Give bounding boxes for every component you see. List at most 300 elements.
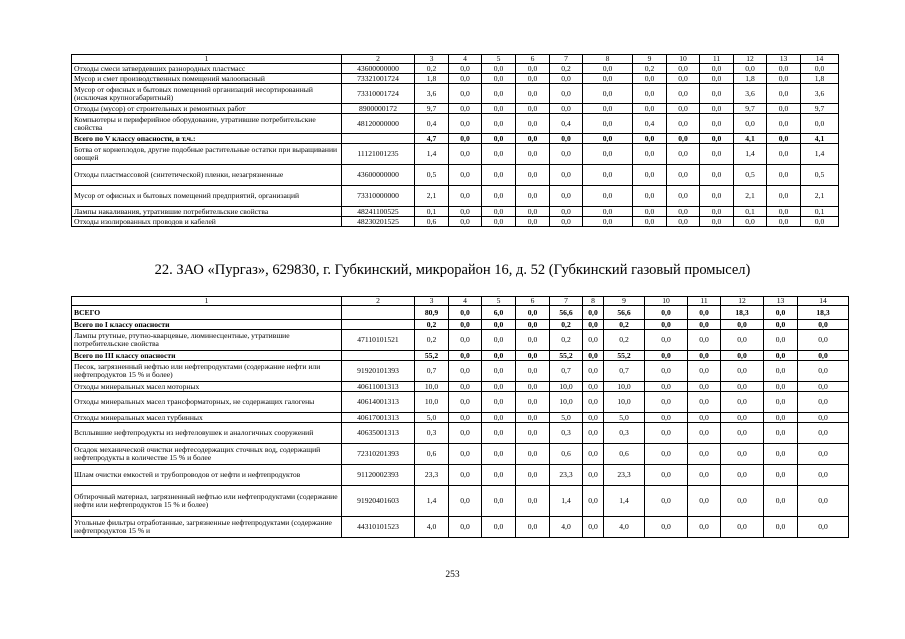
- value-cell: 0,0: [798, 361, 849, 382]
- waste-name-cell: Лампы накаливания, утратившие потребительские свойства: [72, 207, 342, 217]
- waste-code-cell: 48120000000: [342, 114, 415, 134]
- value-cell: 0,0: [583, 84, 633, 104]
- value-cell: 18,3: [721, 306, 764, 320]
- value-cell: 0,5: [801, 165, 839, 186]
- value-cell: 0,2: [415, 64, 449, 74]
- value-cell: 0,0: [667, 165, 700, 186]
- value-cell: 0,0: [550, 84, 583, 104]
- table-row: [72, 306, 849, 320]
- value-cell: 23,3: [604, 465, 645, 486]
- value-cell: 56,6: [604, 306, 645, 320]
- value-cell: 0,0: [449, 144, 482, 165]
- column-number: 10: [645, 297, 688, 306]
- column-number: 13: [767, 55, 801, 64]
- value-cell: 0,6: [415, 444, 449, 465]
- value-cell: 0,0: [764, 392, 798, 413]
- value-cell: 1,4: [415, 144, 449, 165]
- value-cell: 0,0: [449, 320, 482, 330]
- waste-name-cell: Шлам очистки емкостей и трубопроводов от нефти и нефтепродуктов: [72, 465, 342, 486]
- value-cell: 0,0: [516, 465, 550, 486]
- waste-name-cell: Лампы ртутные, ртутно-кварцевые, люминесцентные, утратившие потребительские свойства: [72, 330, 342, 351]
- value-cell: 0,0: [516, 361, 550, 382]
- column-number: 12: [721, 297, 764, 306]
- value-cell: 0,0: [482, 465, 516, 486]
- value-cell: 0,0: [798, 382, 849, 392]
- column-number: 5: [482, 297, 516, 306]
- value-cell: 0,0: [721, 486, 764, 517]
- value-cell: 0,0: [482, 104, 516, 114]
- value-cell: 0,0: [550, 74, 583, 84]
- table-row: [72, 423, 849, 444]
- table-row: [72, 330, 849, 351]
- value-cell: 0,0: [449, 392, 482, 413]
- table-row: [72, 444, 849, 465]
- waste-name-cell: Осадок механической очистки нефтесодержащих сточных вод, содержащий нефтепродукты в количестве 15 % и более: [72, 444, 342, 465]
- waste-code-cell: [342, 320, 415, 330]
- value-cell: 0,0: [767, 104, 801, 114]
- value-cell: 0,0: [798, 423, 849, 444]
- value-cell: 0,0: [516, 330, 550, 351]
- value-cell: 0,0: [721, 330, 764, 351]
- value-cell: 0,0: [633, 134, 667, 144]
- waste-name-cell: Всего по V классу опасности, в т.ч.:: [72, 134, 342, 144]
- value-cell: 0,0: [482, 186, 516, 207]
- value-cell: 56,6: [550, 306, 583, 320]
- waste-table-top: [71, 54, 839, 227]
- column-number: 4: [449, 297, 482, 306]
- waste-name-cell: ВСЕГО: [72, 306, 342, 320]
- value-cell: 0,0: [449, 306, 482, 320]
- value-cell: 0,0: [645, 392, 688, 413]
- value-cell: 0,0: [583, 217, 633, 227]
- waste-name-cell: Угольные фильтры отработанные, загрязненные нефтепродуктами (содержание нефтепродуктов 15 % и: [72, 517, 342, 538]
- value-cell: 0,0: [767, 217, 801, 227]
- value-cell: 0,0: [721, 361, 764, 382]
- value-cell: 0,0: [667, 134, 700, 144]
- value-cell: 0,0: [721, 517, 764, 538]
- column-number: 1: [72, 297, 342, 306]
- value-cell: 0,5: [415, 165, 449, 186]
- value-cell: 0,0: [550, 207, 583, 217]
- waste-code-cell: 8900000172: [342, 104, 415, 114]
- value-cell: 0,4: [415, 114, 449, 134]
- value-cell: 0,0: [764, 320, 798, 330]
- value-cell: 0,0: [764, 361, 798, 382]
- table-row: [72, 486, 849, 517]
- column-number: 7: [550, 297, 583, 306]
- value-cell: 2,1: [415, 186, 449, 207]
- value-cell: 0,0: [767, 114, 801, 134]
- column-number: 9: [604, 297, 645, 306]
- value-cell: 0,0: [482, 134, 516, 144]
- value-cell: 0,0: [482, 114, 516, 134]
- waste-name-cell: Компьютеры и периферийное оборудование, утратившие потребительские свойства: [72, 114, 342, 134]
- value-cell: 0,0: [801, 114, 839, 134]
- waste-code-cell: 48241100525: [342, 207, 415, 217]
- value-cell: 0,0: [734, 64, 767, 74]
- value-cell: 4,0: [415, 517, 449, 538]
- value-cell: 3,6: [415, 84, 449, 104]
- column-number: 11: [700, 55, 734, 64]
- waste-name-cell: Отходы минеральных масел трансформаторных, не содержащих галогены: [72, 392, 342, 413]
- value-cell: 0,0: [449, 207, 482, 217]
- waste-code-cell: 73310001724: [342, 84, 415, 104]
- value-cell: 0,0: [700, 217, 734, 227]
- value-cell: 0,0: [667, 186, 700, 207]
- value-cell: 0,0: [700, 144, 734, 165]
- waste-code-cell: 48230201525: [342, 217, 415, 227]
- value-cell: 0,0: [516, 114, 550, 134]
- value-cell: 0,0: [449, 382, 482, 392]
- column-number: 3: [415, 55, 449, 64]
- value-cell: 0,0: [645, 486, 688, 517]
- value-cell: 1,4: [734, 144, 767, 165]
- table-row: [72, 320, 849, 330]
- column-number: 9: [633, 55, 667, 64]
- value-cell: 0,3: [550, 423, 583, 444]
- value-cell: 0,0: [633, 84, 667, 104]
- value-cell: 0,0: [482, 74, 516, 84]
- value-cell: 0,0: [583, 144, 633, 165]
- value-cell: 0,0: [583, 64, 633, 74]
- value-cell: 0,0: [449, 351, 482, 361]
- value-cell: 3,6: [801, 84, 839, 104]
- value-cell: 0,0: [516, 423, 550, 444]
- value-cell: 0,0: [583, 444, 604, 465]
- waste-code-cell: 44310101523: [342, 517, 415, 538]
- value-cell: 10,0: [604, 382, 645, 392]
- table-row: [72, 84, 839, 104]
- value-cell: 0,0: [449, 217, 482, 227]
- value-cell: 2,1: [801, 186, 839, 207]
- value-cell: 0,7: [550, 361, 583, 382]
- value-cell: 0,3: [415, 423, 449, 444]
- value-cell: 0,0: [688, 517, 721, 538]
- value-cell: 0,0: [482, 423, 516, 444]
- waste-code-cell: 73321001724: [342, 74, 415, 84]
- value-cell: 0,0: [516, 320, 550, 330]
- value-cell: 0,0: [583, 104, 633, 114]
- value-cell: 0,0: [688, 330, 721, 351]
- table-row: [72, 186, 839, 207]
- value-cell: 0,3: [604, 423, 645, 444]
- value-cell: 0,0: [449, 134, 482, 144]
- column-number: 2: [342, 55, 415, 64]
- value-cell: 0,0: [645, 330, 688, 351]
- value-cell: 0,0: [482, 330, 516, 351]
- value-cell: 0,0: [482, 517, 516, 538]
- value-cell: 0,0: [516, 217, 550, 227]
- value-cell: 0,0: [633, 104, 667, 114]
- value-cell: 0,0: [667, 84, 700, 104]
- waste-code-cell: [342, 134, 415, 144]
- value-cell: 0,0: [482, 84, 516, 104]
- table-row: [72, 134, 839, 144]
- value-cell: 0,0: [721, 423, 764, 444]
- value-cell: 0,0: [667, 217, 700, 227]
- value-cell: 0,0: [767, 165, 801, 186]
- column-number-row: [72, 297, 849, 306]
- column-number: 10: [667, 55, 700, 64]
- waste-code-cell: 91120002393: [342, 465, 415, 486]
- waste-code-cell: 43600000000: [342, 64, 415, 74]
- value-cell: 1,4: [604, 486, 645, 517]
- value-cell: 0,0: [688, 465, 721, 486]
- value-cell: 55,2: [415, 351, 449, 361]
- table1-body: [72, 55, 839, 227]
- value-cell: 0,0: [516, 351, 550, 361]
- value-cell: 0,0: [449, 486, 482, 517]
- value-cell: 0,0: [764, 465, 798, 486]
- value-cell: 0,0: [516, 104, 550, 114]
- value-cell: 0,4: [633, 114, 667, 134]
- value-cell: 0,0: [449, 465, 482, 486]
- value-cell: 0,0: [721, 351, 764, 361]
- page-number: 253: [445, 570, 460, 580]
- value-cell: 0,0: [449, 64, 482, 74]
- table-row: [72, 465, 849, 486]
- value-cell: 0,0: [645, 382, 688, 392]
- value-cell: 10,0: [604, 392, 645, 413]
- table2-body: [72, 297, 849, 538]
- value-cell: 0,0: [583, 320, 604, 330]
- column-number: 11: [688, 297, 721, 306]
- value-cell: 0,0: [734, 114, 767, 134]
- value-cell: 0,0: [516, 84, 550, 104]
- value-cell: 0,0: [764, 330, 798, 351]
- value-cell: 0,0: [583, 361, 604, 382]
- value-cell: 0,0: [688, 392, 721, 413]
- value-cell: 0,0: [583, 465, 604, 486]
- waste-code-cell: 73310000000: [342, 186, 415, 207]
- value-cell: 1,4: [550, 486, 583, 517]
- value-cell: 0,0: [688, 413, 721, 423]
- value-cell: 1,4: [801, 144, 839, 165]
- waste-name-cell: Обтирочный материал, загрязненный нефтью или нефтепродуктами (содержание нефти или нефтепродуктов 15 % и более): [72, 486, 342, 517]
- value-cell: 0,0: [688, 351, 721, 361]
- value-cell: 0,0: [801, 64, 839, 74]
- value-cell: 23,3: [415, 465, 449, 486]
- table-row: [72, 165, 839, 186]
- value-cell: 0,0: [721, 465, 764, 486]
- waste-code-cell: 40614001313: [342, 392, 415, 413]
- value-cell: 4,0: [604, 517, 645, 538]
- value-cell: 0,0: [583, 306, 604, 320]
- value-cell: 0,0: [633, 186, 667, 207]
- value-cell: 0,0: [482, 217, 516, 227]
- value-cell: 3,6: [734, 84, 767, 104]
- value-cell: 0,0: [550, 217, 583, 227]
- waste-code-cell: [342, 306, 415, 320]
- value-cell: 0,0: [516, 186, 550, 207]
- value-cell: 0,0: [700, 84, 734, 104]
- waste-name-cell: Отходы изолированных проводов и кабелей: [72, 217, 342, 227]
- waste-code-cell: 40635001313: [342, 423, 415, 444]
- value-cell: 0,0: [449, 444, 482, 465]
- table-row: [72, 217, 839, 227]
- waste-name-cell: Песок, загрязненный нефтью или нефтепродуктами (содержание нефти или нефтепродуктов 15 % и более): [72, 361, 342, 382]
- value-cell: 4,0: [550, 517, 583, 538]
- value-cell: 0,1: [415, 207, 449, 217]
- value-cell: 0,0: [645, 444, 688, 465]
- value-cell: 0,0: [645, 465, 688, 486]
- value-cell: 1,4: [415, 486, 449, 517]
- value-cell: 0,2: [550, 320, 583, 330]
- value-cell: 0,1: [734, 207, 767, 217]
- column-number: 3: [415, 297, 449, 306]
- value-cell: 0,0: [764, 444, 798, 465]
- value-cell: 0,0: [633, 74, 667, 84]
- value-cell: 0,0: [645, 361, 688, 382]
- value-cell: 0,6: [415, 217, 449, 227]
- value-cell: 0,0: [633, 165, 667, 186]
- value-cell: 0,0: [700, 165, 734, 186]
- value-cell: 0,0: [767, 64, 801, 74]
- waste-name-cell: Отходы (мусор) от строительных и ремонтных работ: [72, 104, 342, 114]
- value-cell: 0,0: [583, 517, 604, 538]
- value-cell: 0,0: [482, 320, 516, 330]
- section-heading: 22. ЗАО «Пургаз», 629830, г. Губкинский, микрорайон 16, д. 52 (Губкинский газовый промысел): [154, 262, 751, 278]
- value-cell: 0,0: [449, 84, 482, 104]
- value-cell: 0,0: [667, 104, 700, 114]
- column-number: 12: [734, 55, 767, 64]
- value-cell: 0,0: [767, 74, 801, 84]
- column-number: 1: [72, 55, 342, 64]
- value-cell: 6,0: [482, 306, 516, 320]
- waste-table-purgaz: [71, 296, 849, 538]
- waste-code-cell: 72310201393: [342, 444, 415, 465]
- value-cell: 10,0: [415, 392, 449, 413]
- column-number-row: [72, 55, 839, 64]
- value-cell: 1,8: [801, 74, 839, 84]
- value-cell: 0,0: [667, 114, 700, 134]
- value-cell: 0,0: [688, 444, 721, 465]
- value-cell: 0,2: [604, 330, 645, 351]
- value-cell: 0,0: [721, 382, 764, 392]
- value-cell: 18,3: [798, 306, 849, 320]
- table-row: [72, 413, 849, 423]
- value-cell: 0,0: [516, 517, 550, 538]
- value-cell: 0,0: [798, 465, 849, 486]
- value-cell: 0,0: [645, 351, 688, 361]
- value-cell: 55,2: [604, 351, 645, 361]
- table-row: [72, 207, 839, 217]
- value-cell: 0,4: [550, 114, 583, 134]
- waste-name-cell: Отходы пластмассовой (синтетической) пленки, незагрязненные: [72, 165, 342, 186]
- value-cell: 0,0: [482, 165, 516, 186]
- value-cell: 0,0: [798, 486, 849, 517]
- value-cell: 0,0: [583, 392, 604, 413]
- value-cell: 0,0: [764, 382, 798, 392]
- value-cell: 23,3: [550, 465, 583, 486]
- value-cell: 0,0: [516, 207, 550, 217]
- waste-name-cell: Мусор и смет производственных помещений малоопасный: [72, 74, 342, 84]
- value-cell: 1,8: [734, 74, 767, 84]
- value-cell: 0,0: [667, 207, 700, 217]
- value-cell: 0,0: [583, 413, 604, 423]
- column-number: 7: [550, 55, 583, 64]
- value-cell: 0,0: [583, 207, 633, 217]
- value-cell: 0,0: [482, 361, 516, 382]
- value-cell: 0,2: [415, 330, 449, 351]
- value-cell: 0,0: [798, 320, 849, 330]
- value-cell: 0,0: [798, 444, 849, 465]
- waste-code-cell: 40617001313: [342, 413, 415, 423]
- waste-name-cell: Ботва от корнеплодов, другие подобные растительные остатки при выращивании овощей: [72, 144, 342, 165]
- value-cell: 80,9: [415, 306, 449, 320]
- value-cell: 0,0: [482, 207, 516, 217]
- value-cell: 0,0: [449, 517, 482, 538]
- value-cell: 0,0: [667, 74, 700, 84]
- column-number: 6: [516, 55, 550, 64]
- waste-code-cell: 11121001235: [342, 144, 415, 165]
- value-cell: 0,0: [700, 134, 734, 144]
- value-cell: 0,0: [645, 517, 688, 538]
- value-cell: 0,0: [482, 444, 516, 465]
- value-cell: 0,0: [688, 306, 721, 320]
- value-cell: 0,2: [550, 330, 583, 351]
- column-number: 6: [516, 297, 550, 306]
- column-number: 14: [801, 55, 839, 64]
- value-cell: 0,0: [700, 114, 734, 134]
- value-cell: 0,0: [449, 104, 482, 114]
- value-cell: 0,0: [798, 413, 849, 423]
- waste-name-cell: Мусор от офисных и бытовых помещений предприятий, организаций: [72, 186, 342, 207]
- value-cell: 0,0: [516, 165, 550, 186]
- value-cell: 0,0: [516, 413, 550, 423]
- waste-code-cell: [342, 351, 415, 361]
- value-cell: 0,0: [449, 330, 482, 351]
- value-cell: 0,0: [633, 217, 667, 227]
- value-cell: 0,0: [764, 413, 798, 423]
- value-cell: 0,0: [764, 423, 798, 444]
- value-cell: 0,0: [550, 186, 583, 207]
- value-cell: 0,0: [700, 74, 734, 84]
- waste-code-cell: 47110101521: [342, 330, 415, 351]
- value-cell: 0,0: [583, 165, 633, 186]
- waste-name-cell: Отходы минеральных масел моторных: [72, 382, 342, 392]
- value-cell: 4,1: [801, 134, 839, 144]
- table-row: [72, 114, 839, 134]
- column-number: 2: [342, 297, 415, 306]
- value-cell: 0,0: [583, 134, 633, 144]
- value-cell: 0,2: [604, 320, 645, 330]
- value-cell: 9,7: [415, 104, 449, 114]
- value-cell: 0,0: [633, 207, 667, 217]
- value-cell: 0,0: [482, 413, 516, 423]
- value-cell: 0,0: [516, 74, 550, 84]
- value-cell: 0,0: [767, 144, 801, 165]
- value-cell: 0,0: [482, 351, 516, 361]
- value-cell: 0,0: [516, 64, 550, 74]
- value-cell: 0,0: [767, 134, 801, 144]
- value-cell: 0,0: [583, 351, 604, 361]
- value-cell: 0,0: [550, 144, 583, 165]
- value-cell: 0,0: [688, 423, 721, 444]
- value-cell: 0,7: [604, 361, 645, 382]
- value-cell: 0,0: [516, 486, 550, 517]
- waste-code-cell: 91920101393: [342, 361, 415, 382]
- value-cell: 2,1: [734, 186, 767, 207]
- waste-code-cell: 43600000000: [342, 165, 415, 186]
- value-cell: 0,0: [516, 382, 550, 392]
- value-cell: 5,0: [604, 413, 645, 423]
- value-cell: 0,0: [645, 320, 688, 330]
- value-cell: 0,0: [516, 444, 550, 465]
- value-cell: 0,0: [449, 165, 482, 186]
- waste-name-cell: Всего по I классу опасности: [72, 320, 342, 330]
- waste-name-cell: Всплывшие нефтепродукты из нефтеловушек и аналогичных сооружений: [72, 423, 342, 444]
